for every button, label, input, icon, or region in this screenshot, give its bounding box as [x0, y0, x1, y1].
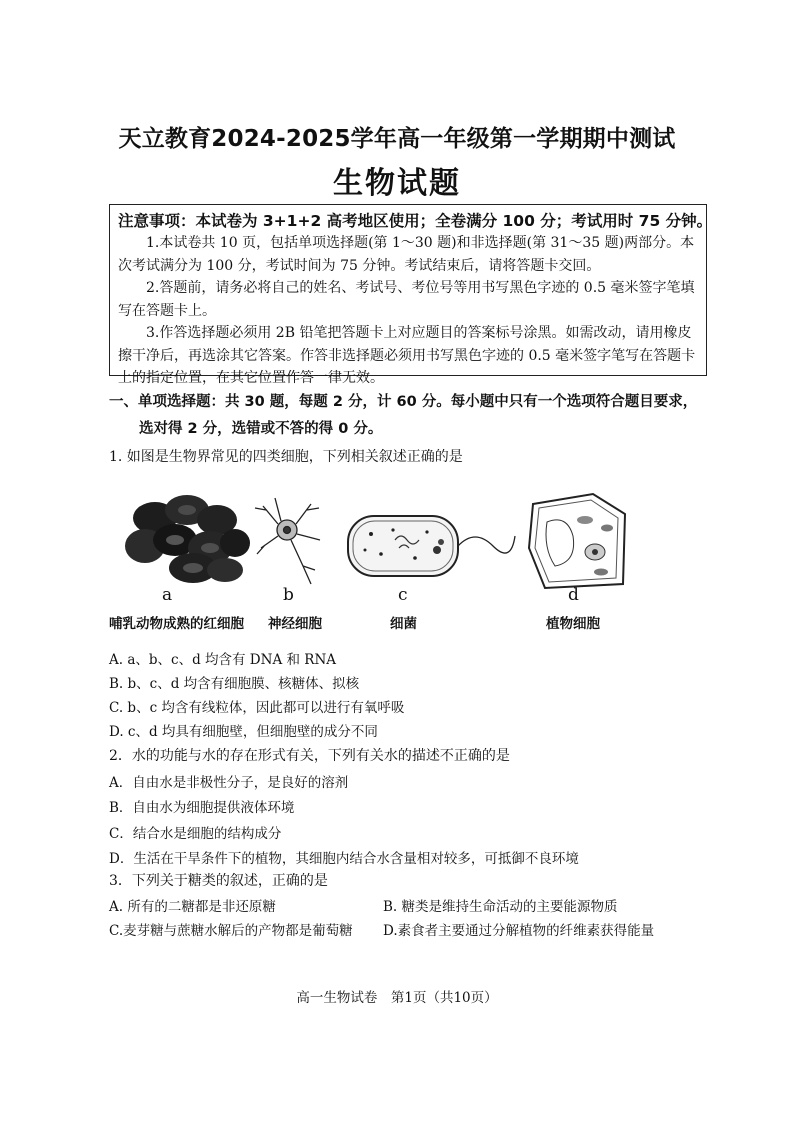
q1-option-a: A. a、b、c、d 均含有 DNA 和 RNA	[109, 652, 337, 668]
q2-option-b: B．自由水为细胞提供液体环境	[109, 800, 295, 816]
q3-stem: 3．下列关于糖类的叙述，正确的是	[109, 873, 328, 889]
q3-option-b: B. 糖类是维持生命活动的主要能源物质	[383, 899, 618, 915]
notice-item-2: 2.答题前，请务必将自己的姓名、考试号、考位号等用书写黑色字迹的 0.5 毫米签字笔填写在答题卡上。	[118, 280, 695, 319]
notice-item-3: 3.作答选择题必须用 2B 铅笔把答题卡上对应题目的答案标号涂黑。如需改动，请用橡皮擦干净后，再选涂其它答案。作答非选择题必须用书写黑色字迹的 0.5 毫米签字笔写在答题卡上的指定位置，在其它位置作答一律无效。	[118, 325, 696, 386]
figure-letter-c: c	[398, 585, 408, 605]
q2-option-a: A．自由水是非极性分子，是良好的溶剂	[109, 775, 349, 791]
red-blood-cell-image	[125, 495, 250, 583]
neuron-image	[255, 498, 320, 584]
q1-stem: 1. 如图是生物界常见的四类细胞，下列相关叙述正确的是	[109, 449, 463, 465]
plant-cell-image	[529, 494, 625, 588]
notice-head: 注意事项：本试卷为 3+1+2 高考地区使用；全卷满分 100 分；考试用时 75 分钟。	[118, 212, 713, 230]
exam-title: 天立教育2024-2025学年高一年级第一学期期中测试	[118, 126, 676, 152]
cell-figure	[115, 488, 635, 598]
page-footer: 高一生物试卷 第1页（共10页）	[296, 990, 498, 1006]
q3-option-a: A. 所有的二糖都是非还原糖	[109, 899, 276, 915]
q3-option-d: D.素食者主要通过分解植物的纤维素获得能量	[383, 923, 655, 939]
q2-stem: 2．水的功能与水的存在形式有关，下列有关水的描述不正确的是	[109, 748, 510, 764]
figure-label-b: 神经细胞	[268, 616, 322, 632]
figure-letter-d: d	[568, 585, 579, 605]
q2-option-c: C．结合水是细胞的结构成分	[109, 826, 282, 842]
figure-label-a: 哺乳动物成熟的红细胞	[109, 616, 244, 632]
notice-box	[109, 204, 713, 386]
figure-letter-a: a	[162, 585, 173, 605]
q1-option-c: C. b、c 均含有线粒体，因此都可以进行有氧呼吸	[109, 700, 405, 716]
section-line-1: 一、单项选择题：共 30 题，每题 2 分，计 60 分。每小题中只有一个选项符合题目要求，	[109, 394, 698, 410]
q3-option-c: C.麦芽糖与蔗糖水解后的产物都是葡萄糖	[109, 923, 353, 939]
subject-title: 生物试题	[333, 166, 461, 201]
section-line-2: 选对得 2 分，选错或不答的得 0 分。	[139, 421, 383, 437]
figure-letter-b: b	[283, 585, 294, 605]
notice-item-1: 1.本试卷共 10 页，包括单项选择题(第 1～30 题)和非选择题(第 31～35 题)两部分。本次考试满分为 100 分，考试时间为 75 分钟。考试结束后，请将答题卡交回。	[118, 235, 695, 274]
figure-label-c: 细菌	[390, 616, 417, 632]
q1-option-d: D. c、d 均具有细胞壁，但细胞壁的成分不同	[109, 724, 378, 740]
q1-option-b: B. b、c、d 均含有细胞膜、核糖体、拟核	[109, 676, 360, 692]
section-heading	[109, 389, 719, 443]
bacterium-image	[348, 516, 515, 576]
figure-label-d: 植物细胞	[546, 616, 600, 632]
q2-option-d: D．生活在干旱条件下的植物，其细胞内结合水含量相对较多，可抵御不良环境	[109, 851, 579, 867]
